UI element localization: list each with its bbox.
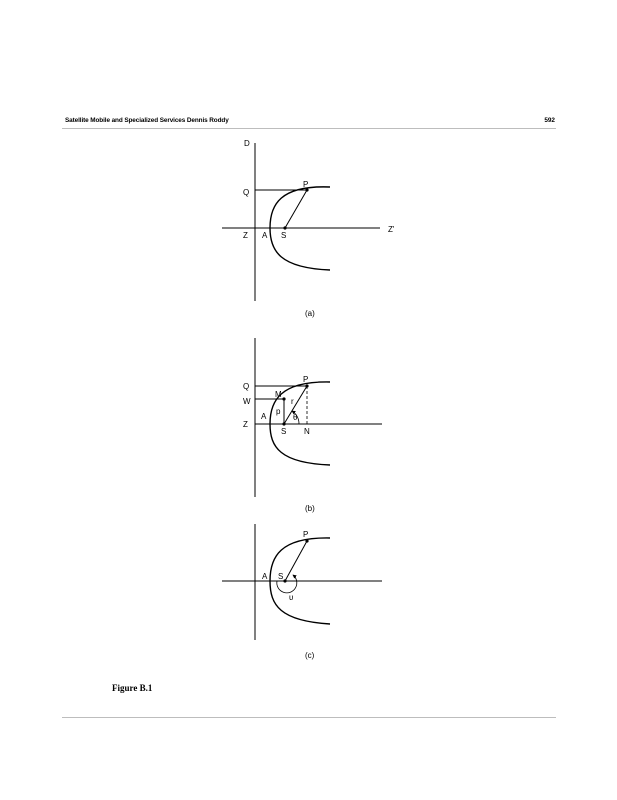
label-q: Q (243, 188, 250, 197)
label-a: A (262, 231, 268, 240)
label-theta: θ (293, 413, 298, 422)
sublabel-b: (b) (305, 504, 315, 513)
label-z: Z (243, 231, 248, 240)
label-z-prime: Z' (388, 225, 395, 234)
label-p: P (303, 180, 309, 189)
point-p (305, 384, 308, 387)
label-z: Z (243, 420, 248, 429)
sublabel-a: (a) (305, 309, 315, 318)
focal-radius-line (285, 541, 307, 581)
label-s: S (281, 231, 287, 240)
label-r: r (291, 397, 294, 406)
label-w: W (243, 397, 251, 406)
sublabel-c: (c) (305, 651, 315, 660)
label-a: A (261, 412, 267, 421)
label-a: A (262, 572, 268, 581)
header-title: Satellite Mobile and Specialized Services Dennis Roddy (65, 117, 229, 124)
label-p: P (303, 375, 309, 384)
label-nu: υ (289, 593, 294, 602)
point-s (283, 226, 286, 229)
label-m: M (275, 390, 282, 399)
label-n: N (304, 427, 310, 436)
label-p-small: p (276, 407, 281, 416)
label-s: S (281, 427, 287, 436)
label-q: Q (243, 382, 250, 391)
point-s (282, 422, 285, 425)
panel-b (243, 338, 382, 513)
label-p: P (303, 530, 309, 539)
figure-caption: Figure B.1 (112, 683, 153, 693)
focal-radius-line (285, 190, 307, 228)
point-m (282, 397, 285, 400)
label-s: S (278, 572, 284, 581)
label-d: D (244, 139, 250, 148)
point-s (283, 579, 286, 582)
header-page-number: 592 (544, 117, 555, 124)
point-p (305, 539, 308, 542)
panel-a (222, 139, 395, 318)
footer-rule (62, 717, 556, 718)
panel-c (222, 524, 382, 660)
